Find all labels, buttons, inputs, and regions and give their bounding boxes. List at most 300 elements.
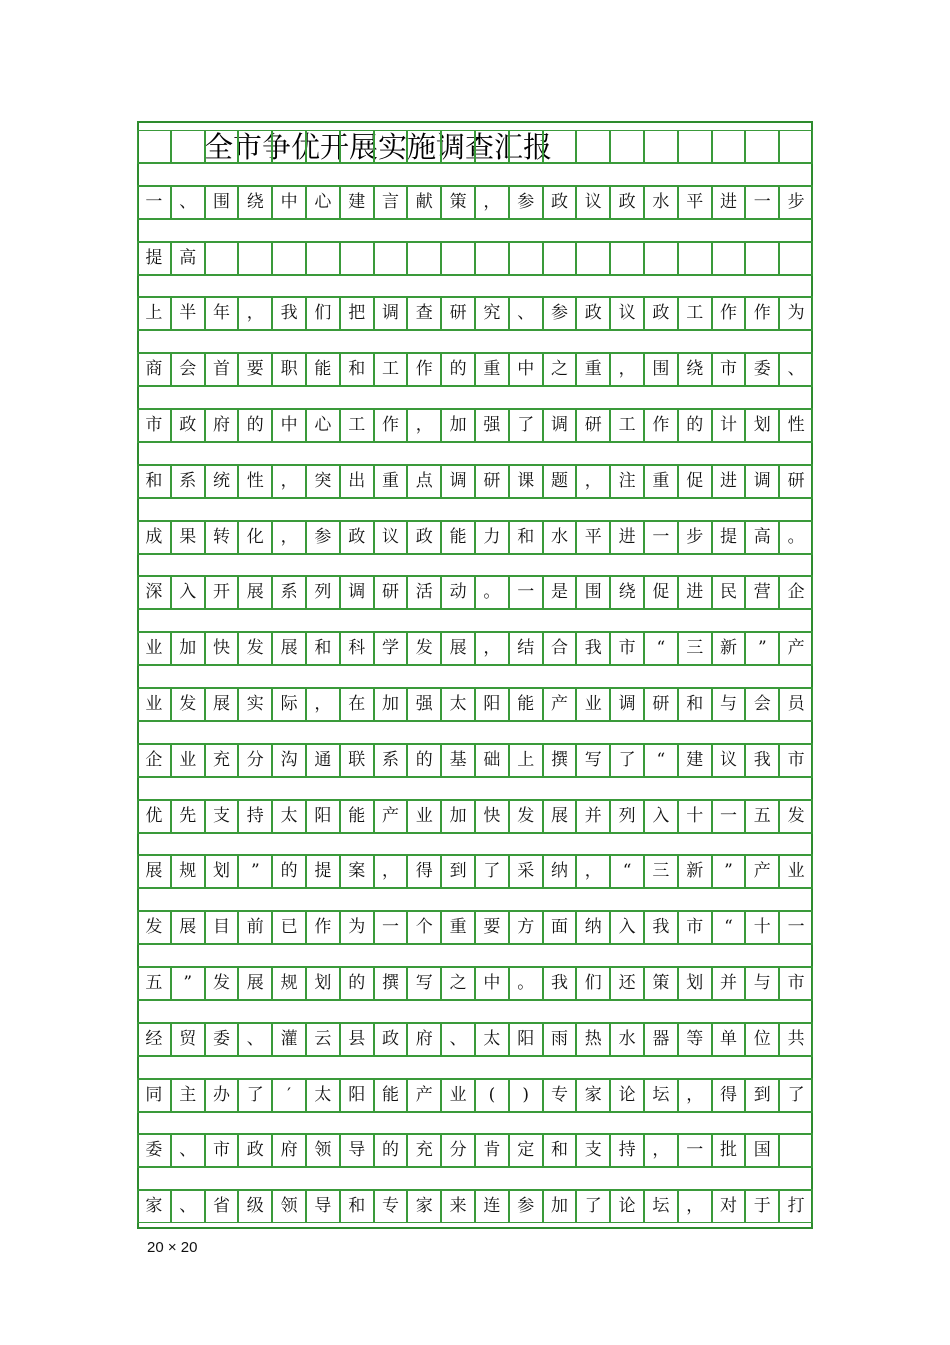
grid-cell-char: 发: [509, 800, 543, 833]
grid-cell-char: 商: [137, 353, 171, 386]
grid-cell-char: 进: [712, 465, 746, 498]
grid-cell-char: 提: [306, 855, 340, 888]
grid-cell-char: 是: [543, 576, 577, 609]
grid-cell-char: 了: [779, 1079, 813, 1112]
grid-cell-char: 和: [340, 1190, 374, 1223]
grid-cell-char: 策: [441, 186, 475, 219]
grid-cell-char: 在: [340, 688, 374, 721]
grid-cell-char: 们: [306, 297, 340, 330]
grid-cell-char: 之: [441, 967, 475, 1000]
grid-cell-char: 发: [407, 632, 441, 665]
grid-cell-char: 并: [576, 800, 610, 833]
grid-cell-char: “: [610, 855, 644, 888]
grid-cell-char: 工: [678, 297, 712, 330]
grid-cell-char: 一: [374, 911, 408, 944]
grid-cell-char: 写: [576, 744, 610, 777]
grid-cell-char: 能: [509, 688, 543, 721]
grid-cell-char: 促: [678, 465, 712, 498]
grid-cell-char: 市: [779, 967, 813, 1000]
grid-cell-empty: [306, 242, 340, 275]
grid-cell-char: 系: [374, 744, 408, 777]
grid-cell-char: 主: [171, 1079, 205, 1112]
grid-cell-char: 目: [205, 911, 239, 944]
grid-cell-char: 划: [205, 855, 239, 888]
row-spacer: [137, 944, 813, 967]
grid-cell-char: 高: [745, 521, 779, 554]
grid-cell-char: 要: [475, 911, 509, 944]
grid-cell-char: 绕: [610, 576, 644, 609]
grid-cell-char: 工: [610, 409, 644, 442]
grid-cell-char: 绕: [678, 353, 712, 386]
grid-cell-char: 采: [509, 855, 543, 888]
grid-cell-char: 水: [644, 186, 678, 219]
row-spacer: [137, 163, 813, 186]
grid-cell-char: 平: [678, 186, 712, 219]
grid-cell-char: 对: [712, 1190, 746, 1223]
grid-cell-char: 果: [171, 521, 205, 554]
grid-cell-char: 和: [509, 521, 543, 554]
grid-cell-char: 的: [407, 744, 441, 777]
grid-cell-char: 市: [137, 409, 171, 442]
grid-cell-char: 展: [171, 911, 205, 944]
grid-cell-char: 绕: [238, 186, 272, 219]
grid-cell-char: 心: [306, 409, 340, 442]
grid-cell-char: 我: [272, 297, 306, 330]
grid-cell-char: 五: [137, 967, 171, 1000]
grid-cell-char: 产: [543, 688, 577, 721]
grid-cell-char: 力: [475, 521, 509, 554]
grid-cell-empty: [712, 242, 746, 275]
grid-cell-char: 调: [441, 465, 475, 498]
grid-cell-char: 批: [712, 1134, 746, 1167]
grid-cell-char: ，: [678, 1079, 712, 1112]
grid-cell-char: 市: [610, 632, 644, 665]
grid-cell-char: 参: [509, 1190, 543, 1223]
grid-cell-char: 首: [205, 353, 239, 386]
grid-cell-char: 云: [306, 1023, 340, 1056]
row-spacer: [137, 275, 813, 298]
document-title: 全市争优开展实施调查汇报: [204, 130, 553, 164]
grid-cell-empty: [137, 130, 171, 163]
grid-cell-char: 产: [374, 800, 408, 833]
grid-cell-char: 新: [678, 855, 712, 888]
grid-cell-char: 建: [678, 744, 712, 777]
grid-cell-char: 前: [238, 911, 272, 944]
grid-cell-char: 政: [374, 1023, 408, 1056]
grid-cell-empty: [678, 242, 712, 275]
grid-cell-char: 业: [407, 800, 441, 833]
grid-cell-char: 计: [712, 409, 746, 442]
grid-cell-char: 办: [205, 1079, 239, 1112]
grid-cell-char: 结: [509, 632, 543, 665]
grid-cell-char: 查: [407, 297, 441, 330]
grid-cell-char: 委: [137, 1134, 171, 1167]
grid-cell-char: 性: [238, 465, 272, 498]
grid-cell-char: 步: [779, 186, 813, 219]
row-spacer: [137, 609, 813, 632]
grid-cell-char: 促: [644, 576, 678, 609]
grid-cell-char: 、: [779, 353, 813, 386]
grid-cell-char: 研: [644, 688, 678, 721]
grid-cell-char: 步: [678, 521, 712, 554]
grid-cell-char: 产: [407, 1079, 441, 1112]
grid-cell-char: 到: [441, 855, 475, 888]
grid-cell-char: 中: [475, 967, 509, 1000]
grid-cell-char: 已: [272, 911, 306, 944]
grid-cell-char: 同: [137, 1079, 171, 1112]
grid-cell-char: 进: [610, 521, 644, 554]
grid-cell-char: 建: [340, 186, 374, 219]
grid-cell-char: 。: [509, 967, 543, 1000]
grid-cell-char: 提: [137, 242, 171, 275]
grid-cell-empty: [745, 130, 779, 163]
grid-cell-char: 政: [238, 1134, 272, 1167]
row-spacer: [137, 888, 813, 911]
grid-cell-char: 阳: [306, 800, 340, 833]
grid-cell-char: 政: [543, 186, 577, 219]
grid-cell-char: 了: [238, 1079, 272, 1112]
grid-cell-char: 入: [171, 576, 205, 609]
grid-cell-char: 个: [407, 911, 441, 944]
grid-cell-empty: [779, 242, 813, 275]
grid-cell-char: 水: [610, 1023, 644, 1056]
grid-cell-char: 市: [779, 744, 813, 777]
grid-cell-char: 市: [678, 911, 712, 944]
grid-cell-char: 重: [644, 465, 678, 498]
grid-cell-char: 得: [712, 1079, 746, 1112]
grid-cell-char: ，: [678, 1190, 712, 1223]
grid-cell-char: 划: [745, 409, 779, 442]
grid-cell-char: 写: [407, 967, 441, 1000]
grid-cell-empty: [712, 130, 746, 163]
grid-cell-char: 水: [543, 521, 577, 554]
grid-cell-char: 究: [475, 297, 509, 330]
grid-cell-char: 发: [238, 632, 272, 665]
grid-cell-char: 注: [610, 465, 644, 498]
grid-cell-empty: [678, 130, 712, 163]
grid-cell-char: ”: [745, 632, 779, 665]
grid-cell-char: 中: [509, 353, 543, 386]
grid-cell-char: 坛: [644, 1190, 678, 1223]
grid-cell-char: 研: [374, 576, 408, 609]
grid-cell-empty: [441, 242, 475, 275]
grid-cell-char: 支: [576, 1134, 610, 1167]
grid-cell-char: 合: [543, 632, 577, 665]
grid-cell-char: 我: [543, 967, 577, 1000]
row-spacer: [137, 777, 813, 800]
grid-cell-char: 五: [745, 800, 779, 833]
grid-cell-char: 加: [441, 409, 475, 442]
grid-cell-char: “: [644, 744, 678, 777]
grid-cell-char: 府: [205, 409, 239, 442]
grid-cell-char: 能: [340, 800, 374, 833]
grid-cell-char: 会: [745, 688, 779, 721]
row-spacer: [137, 1112, 813, 1135]
grid-cell-char: 持: [610, 1134, 644, 1167]
grid-cell-char: “: [644, 632, 678, 665]
grid-cell-char: 半: [171, 297, 205, 330]
grid-cell-char: 、: [441, 1023, 475, 1056]
row-spacer: [137, 219, 813, 242]
grid-cell-char: 深: [137, 576, 171, 609]
row-spacer: [137, 1056, 813, 1079]
grid-cell-char: 作: [306, 911, 340, 944]
grid-cell-char: 太: [306, 1079, 340, 1112]
grid-cell-char: 发: [779, 800, 813, 833]
grid-cell-char: ): [509, 1079, 543, 1112]
grid-cell-empty: [509, 242, 543, 275]
grid-cell-char: 研: [441, 297, 475, 330]
grid-cell-char: 沟: [272, 744, 306, 777]
grid-cell-char: ，: [576, 855, 610, 888]
grid-cell-char: ，: [272, 521, 306, 554]
grid-cell-char: 快: [205, 632, 239, 665]
grid-cell-char: 业: [137, 688, 171, 721]
grid-cell-empty: [340, 130, 374, 163]
grid-cell-char: 快: [475, 800, 509, 833]
grid-cell-char: 的: [441, 353, 475, 386]
grid-cell-char: 和: [678, 688, 712, 721]
grid-cell-char: 阳: [509, 1023, 543, 1056]
grid-cell-empty: [475, 242, 509, 275]
grid-cell-char: 业: [137, 632, 171, 665]
grid-cell-char: 献: [407, 186, 441, 219]
grid-cell-char: 的: [678, 409, 712, 442]
grid-cell-char: 加: [374, 688, 408, 721]
grid-cell-char: 重: [374, 465, 408, 498]
grid-cell-char: 业: [171, 744, 205, 777]
grid-cell-char: 作: [745, 297, 779, 330]
grid-cell-char: 案: [340, 855, 374, 888]
grid-cell-empty: [238, 242, 272, 275]
grid-cell-char: 太: [272, 800, 306, 833]
grid-cell-char: 围: [205, 186, 239, 219]
grid-cell-char: 坛: [644, 1079, 678, 1112]
grid-cell-char: 中: [272, 186, 306, 219]
grid-cell-empty: [171, 130, 205, 163]
grid-cell-char: 三: [678, 632, 712, 665]
grid-cell-char: 优: [137, 800, 171, 833]
grid-cell-char: 一: [137, 186, 171, 219]
grid-cell-char: 导: [340, 1134, 374, 1167]
grid-cell-char: ，: [407, 409, 441, 442]
grid-cell-char: ，: [272, 465, 306, 498]
grid-cell-char: 会: [171, 353, 205, 386]
grid-cell-char: 进: [678, 576, 712, 609]
grid-cell-char: 能: [306, 353, 340, 386]
grid-cell-char: 把: [340, 297, 374, 330]
grid-cell-char: 统: [205, 465, 239, 498]
grid-cell-char: 展: [238, 576, 272, 609]
grid-cell-char: 研: [779, 465, 813, 498]
grid-cell-char: 工: [374, 353, 408, 386]
grid-cell-char: 作: [374, 409, 408, 442]
grid-cell-char: 和: [306, 632, 340, 665]
grid-cell-char: 了: [509, 409, 543, 442]
grid-cell-char: 一: [509, 576, 543, 609]
grid-cell-char: 热: [576, 1023, 610, 1056]
grid-cell-char: 撰: [543, 744, 577, 777]
grid-cell-char: ”: [712, 855, 746, 888]
grid-cell-char: 导: [306, 1190, 340, 1223]
grid-cell-char: 展: [238, 967, 272, 1000]
grid-cell-char: 和: [340, 353, 374, 386]
grid-cell-char: 系: [171, 465, 205, 498]
row-spacer: [137, 554, 813, 577]
grid-cell-char: 工: [340, 409, 374, 442]
grid-cell-char: 民: [712, 576, 746, 609]
grid-cell-char: 。: [475, 576, 509, 609]
grid-cell-empty: [576, 130, 610, 163]
grid-cell-char: 论: [610, 1079, 644, 1112]
row-spacer: [137, 442, 813, 465]
grid-cell-char: 和: [543, 1134, 577, 1167]
grid-cell-char: 产: [745, 855, 779, 888]
grid-cell-char: ，: [306, 688, 340, 721]
grid-cell-char: 活: [407, 576, 441, 609]
grid-cell-empty: [779, 130, 813, 163]
grid-cell-char: 的: [272, 855, 306, 888]
grid-cell-char: (: [475, 1079, 509, 1112]
grid-cell-char: 一: [678, 1134, 712, 1167]
grid-cell-char: 参: [306, 521, 340, 554]
grid-cell-char: 一: [712, 800, 746, 833]
grid-cell-char: 研: [475, 465, 509, 498]
grid-cell-char: 阳: [340, 1079, 374, 1112]
grid-cell-char: 、: [509, 297, 543, 330]
grid-cell-char: 转: [205, 521, 239, 554]
grid-cell-char: 业: [576, 688, 610, 721]
grid-cell-char: 家: [576, 1079, 610, 1112]
grid-cell-char: 专: [374, 1190, 408, 1223]
grid-cell-char: 调: [745, 465, 779, 498]
grid-cell-char: 、: [171, 1190, 205, 1223]
grid-cell-char: 、: [171, 186, 205, 219]
grid-cell-char: 领: [306, 1134, 340, 1167]
grid-cell-char: ′: [272, 1079, 306, 1112]
grid-cell-empty: [374, 130, 408, 163]
grid-cell-char: 来: [441, 1190, 475, 1223]
grid-cell-char: ，: [374, 855, 408, 888]
grid-cell-char: 领: [272, 1190, 306, 1223]
grid-cell-char: 基: [441, 744, 475, 777]
grid-cell-char: 的: [238, 409, 272, 442]
grid-cell-char: ，: [475, 632, 509, 665]
grid-cell-char: 列: [610, 800, 644, 833]
grid-cell-char: 我: [576, 632, 610, 665]
grid-cell-char: 议: [576, 186, 610, 219]
grid-cell-char: 科: [340, 632, 374, 665]
grid-cell-char: 充: [205, 744, 239, 777]
grid-cell-empty: [745, 242, 779, 275]
grid-cell-char: 化: [238, 521, 272, 554]
grid-cell-empty: [205, 130, 239, 163]
grid-cell-char: 阳: [475, 688, 509, 721]
grid-cell-char: 业: [441, 1079, 475, 1112]
grid-cell-char: 持: [238, 800, 272, 833]
grid-cell-char: 得: [407, 855, 441, 888]
grid-cell-char: 十: [745, 911, 779, 944]
grid-cell-char: 一: [644, 521, 678, 554]
grid-cell-char: 与: [712, 688, 746, 721]
grid-cell-empty: [644, 130, 678, 163]
grid-cell-char: 了: [475, 855, 509, 888]
grid-cell-char: 连: [475, 1190, 509, 1223]
grid-cell-char: 为: [779, 297, 813, 330]
grid-cell-char: 策: [644, 967, 678, 1000]
grid-cell-char: 提: [712, 521, 746, 554]
grid-cell-char: 系: [272, 576, 306, 609]
grid-cell-char: 于: [745, 1190, 779, 1223]
grid-cell-char: 展: [137, 855, 171, 888]
grid-cell-char: 调: [610, 688, 644, 721]
grid-cell-empty: [272, 130, 306, 163]
grid-cell-char: 单: [712, 1023, 746, 1056]
grid-cell-char: 们: [576, 967, 610, 1000]
grid-cell-char: 列: [306, 576, 340, 609]
grid-cell-empty: [340, 242, 374, 275]
grid-cell-char: 划: [306, 967, 340, 1000]
grid-cell-empty: [576, 242, 610, 275]
grid-cell-char: 作: [644, 409, 678, 442]
grid-cell-char: 撰: [374, 967, 408, 1000]
grid-cell-char: 重: [441, 911, 475, 944]
grid-cell-char: 太: [475, 1023, 509, 1056]
grid-cell-char: 。: [779, 521, 813, 554]
grid-cell-char: 企: [137, 744, 171, 777]
grid-cell-char: 贸: [171, 1023, 205, 1056]
grid-cell-char: 我: [745, 744, 779, 777]
grid-cell-char: 作: [407, 353, 441, 386]
grid-cell-char: 灌: [272, 1023, 306, 1056]
grid-cell-char: 产: [779, 632, 813, 665]
grid-cell-char: 规: [171, 855, 205, 888]
grid-cell-empty: [543, 130, 577, 163]
grid-cell-char: 通: [306, 744, 340, 777]
grid-cell-char: 发: [205, 967, 239, 1000]
grid-cell-char: 了: [576, 1190, 610, 1223]
grid-cell-char: 研: [576, 409, 610, 442]
grid-cell-char: 、: [171, 1134, 205, 1167]
grid-cell-empty: [441, 130, 475, 163]
grid-cell-char: 省: [205, 1190, 239, 1223]
grid-cell-char: 等: [678, 1023, 712, 1056]
grid-cell-char: 重: [576, 353, 610, 386]
grid-cell-char: 加: [171, 632, 205, 665]
grid-cell-char: 定: [509, 1134, 543, 1167]
grid-cell-char: 企: [779, 576, 813, 609]
grid-cell-char: 突: [306, 465, 340, 498]
grid-cell-char: 能: [374, 1079, 408, 1112]
grid-cell-char: ，: [576, 465, 610, 498]
grid-cell-empty: [205, 242, 239, 275]
grid-cell-char: 展: [441, 632, 475, 665]
row-spacer: [137, 1167, 813, 1190]
row-spacer: [137, 330, 813, 353]
grid-cell-char: 专: [543, 1079, 577, 1112]
grid-cell-char: 雨: [543, 1023, 577, 1056]
grid-cell-char: 高: [171, 242, 205, 275]
grid-cell-char: 参: [543, 297, 577, 330]
grid-cell-char: 纳: [576, 911, 610, 944]
grid-cell-char: 政: [576, 297, 610, 330]
grid-cell-char: ”: [238, 855, 272, 888]
grid-cell-char: 议: [374, 521, 408, 554]
grid-cell-char: 与: [745, 967, 779, 1000]
grid-cell-char: 论: [610, 1190, 644, 1223]
row-spacer: [137, 665, 813, 688]
row-spacer: [137, 498, 813, 521]
